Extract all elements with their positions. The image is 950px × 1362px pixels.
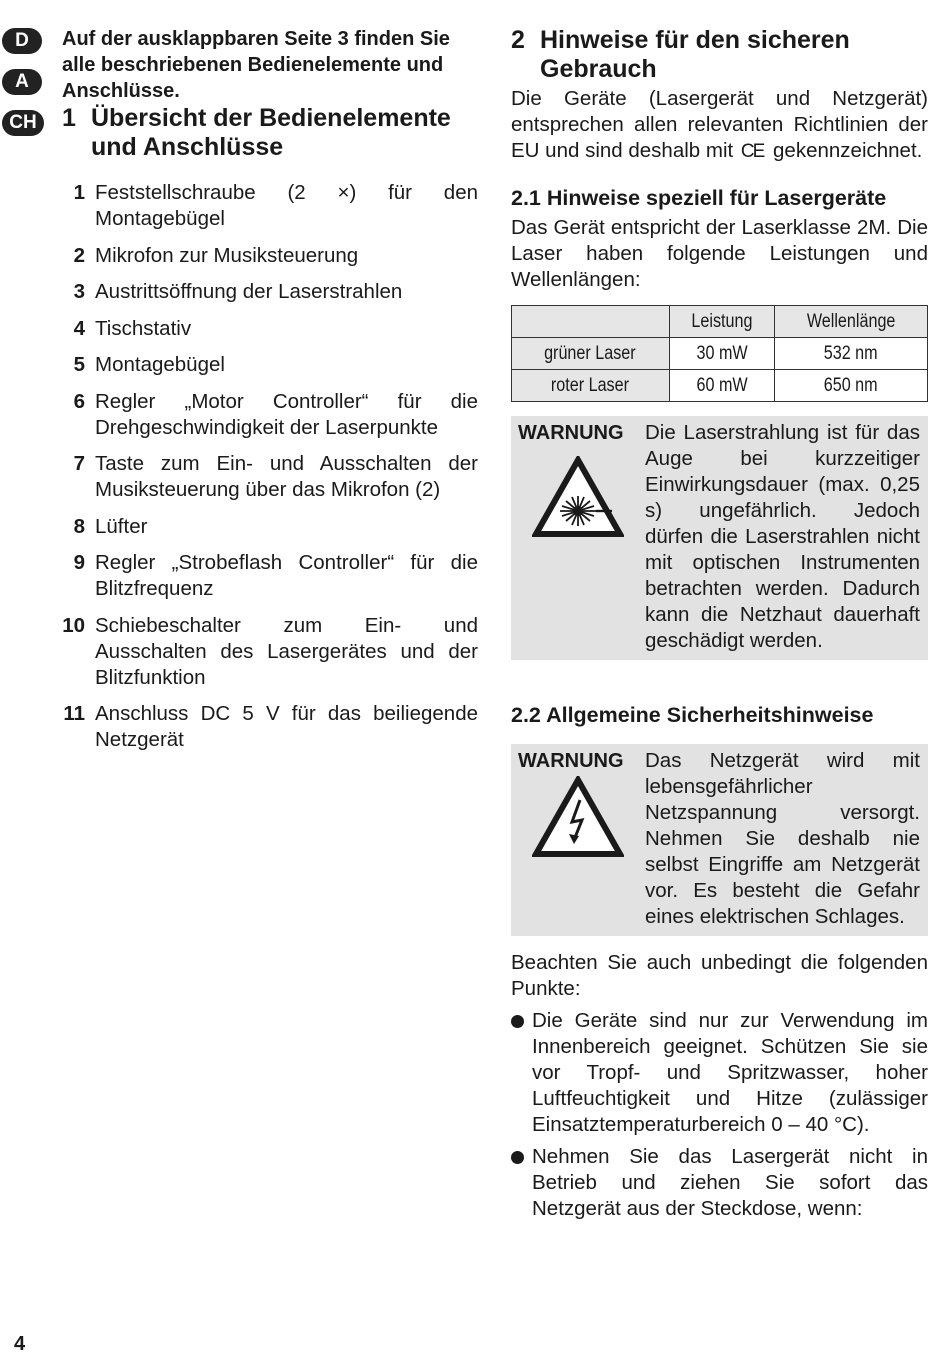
language-badge-d: D bbox=[2, 28, 42, 54]
table-cell: 30 mW bbox=[669, 338, 775, 370]
list-item-number: 11 bbox=[63, 702, 85, 725]
page-number: 4 bbox=[14, 1333, 26, 1355]
language-badge-ch: CH bbox=[2, 110, 44, 136]
list-item bbox=[511, 1144, 928, 1222]
note-text: Beachten Sie auch unbedingt die folgenden Punkte: bbox=[511, 951, 928, 1000]
list-item-number: 2 bbox=[73, 243, 85, 267]
list-item-text: Austrittsöffnung der Laserstrahlen bbox=[95, 280, 403, 303]
list-item bbox=[62, 180, 478, 232]
table-cell: grüner Laser bbox=[512, 338, 670, 370]
list-item-text: Regler „Strobeflash Controller“ für die Blitzfrequenz bbox=[95, 551, 478, 600]
list-item-number: 7 bbox=[73, 452, 85, 475]
bullet-text: Die Geräte sind nur zur Verwendung im Innenbereich geeignet. Schützen Sie sie vor Tropf- und Spritzwasser, hoher Luftfeuchtigkeit und Hitze (zulässiger Einsatztemperaturbereich 0 – 40 °C). bbox=[532, 1009, 928, 1136]
table-header-cell bbox=[512, 306, 670, 338]
list-item-number: 9 bbox=[73, 551, 85, 574]
list-item-number: 8 bbox=[73, 514, 85, 538]
list-item bbox=[62, 550, 478, 602]
table-header-row bbox=[512, 306, 928, 338]
ce-mark: CE bbox=[740, 141, 764, 162]
laser-warning-text: Die Laserstrahlung ist für das Auge bei kurzzeitiger Einwirkungsdauer (max. 0,25 s) ungefährlich. Jedoch dürfen die Laserstrahlen nicht mit optischen Instrumenten betrachten werden. Dadurch kann die Netzhaut dauerhaft geschädigt werden. bbox=[645, 421, 920, 652]
safety-bullets bbox=[511, 1008, 928, 1222]
section1-number: 1 bbox=[62, 104, 76, 132]
list-item-text: Schiebeschalter zum Ein- und Ausschalten des Lasergerätes und der Blitzfunktion bbox=[95, 613, 478, 689]
table-cell: 60 mW bbox=[669, 370, 775, 402]
list-item-text: Anschluss DC 5 V für das beiliegende Netzgerät bbox=[95, 702, 478, 751]
warning-label: WARNUNG bbox=[518, 750, 624, 772]
voltage-warning-text: Das Netzgerät wird mit lebensgefährlicher Netzspannung versorgt. Nehmen Sie deshalb nie selbst Eingriffe am Netzgerät vor. Es besteht die Gefahr eines elektrischen Schlages. bbox=[645, 749, 920, 928]
table-cell: roter Laser bbox=[512, 370, 670, 402]
laser-warning-box bbox=[511, 416, 928, 660]
list-item-number: 1 bbox=[73, 181, 85, 204]
list-item-text: Mikrofon zur Musiksteuerung bbox=[95, 243, 359, 267]
table-header-cell: Wellenlänge bbox=[775, 306, 928, 338]
table-cell: 532 nm bbox=[775, 338, 928, 370]
table-cell: 650 nm bbox=[775, 370, 928, 402]
section1-heading bbox=[62, 104, 478, 162]
list-item bbox=[511, 1008, 928, 1138]
list-item bbox=[62, 279, 478, 305]
list-item bbox=[62, 352, 478, 378]
bullet-icon bbox=[511, 1015, 524, 1028]
section2-title: Hinweise für den sicheren Gebrauch bbox=[540, 26, 850, 83]
section2-heading bbox=[511, 26, 928, 84]
list-item-text: Taste zum Ein- und Ausschalten der Musiksteuerung über das Mikrofon (2) bbox=[95, 452, 478, 501]
language-badge-a: A bbox=[2, 69, 42, 95]
list-item-number: 4 bbox=[73, 316, 85, 340]
list-item-text: Lüfter bbox=[95, 514, 148, 538]
list-item-text: Montagebügel bbox=[95, 353, 225, 376]
controls-list bbox=[62, 180, 478, 753]
list-item bbox=[62, 243, 478, 269]
laser-table bbox=[511, 305, 928, 402]
list-item bbox=[62, 613, 478, 691]
bullet-text: Nehmen Sie das Lasergerät nicht in Betrieb und ziehen Sie sofort das Netzgerät aus der Steckdose, wenn: bbox=[532, 1145, 928, 1220]
list-item bbox=[62, 514, 478, 540]
subsection-2-2-title: 2.2 Allgemeine Sicherheitshinweise bbox=[511, 703, 874, 727]
list-item-number: 10 bbox=[62, 613, 85, 637]
list-item bbox=[62, 701, 478, 753]
list-item-text: Regler „Motor Controller“ für die Drehgeschwindigkeit der Laserpunkte bbox=[95, 389, 478, 439]
section1-title: Übersicht der Bedienelemente und Anschlüsse bbox=[91, 104, 451, 161]
list-item-number: 6 bbox=[73, 389, 85, 413]
left-column bbox=[62, 26, 478, 764]
voltage-warning-box bbox=[511, 744, 928, 936]
ce-paragraph-text-after: gekennzeichnet. bbox=[773, 139, 923, 162]
bullet-icon bbox=[511, 1151, 524, 1164]
list-item bbox=[62, 389, 478, 441]
list-item bbox=[62, 451, 478, 503]
laser-class-text: Das Gerät entspricht der Laserklasse 2M. Die Laser haben folgende Leistungen und Wellenlängen: bbox=[511, 216, 928, 291]
table-row bbox=[512, 370, 928, 402]
list-item-text: Tischstativ bbox=[95, 316, 192, 340]
right-column bbox=[511, 26, 928, 1228]
laser-warning-icon bbox=[532, 456, 624, 538]
list-item bbox=[62, 316, 478, 342]
high-voltage-icon bbox=[532, 776, 624, 858]
intro-text: Auf der ausklappbaren Seite 3 finden Sie alle beschriebenen Bedienelemente und Anschlüsse. bbox=[62, 28, 450, 102]
ce-paragraph bbox=[511, 86, 928, 165]
list-item-number: 5 bbox=[73, 353, 85, 376]
section2-number: 2 bbox=[511, 26, 525, 54]
warning-label: WARNUNG bbox=[518, 422, 624, 444]
list-item-text: Feststellschraube (2 ×) für den Montagebügel bbox=[95, 181, 478, 230]
table-header-cell: Leistung bbox=[669, 306, 775, 338]
table-row bbox=[512, 338, 928, 370]
ce-paragraph-text-before: Die Geräte (Lasergerät und Netzgerät) entsprechen allen relevanten Richtlinien der EU und sind deshalb mit bbox=[511, 87, 928, 162]
subsection-2-1-title: 2.1 Hinweise speziell für Lasergeräte bbox=[511, 186, 887, 210]
list-item-number: 3 bbox=[73, 280, 85, 303]
